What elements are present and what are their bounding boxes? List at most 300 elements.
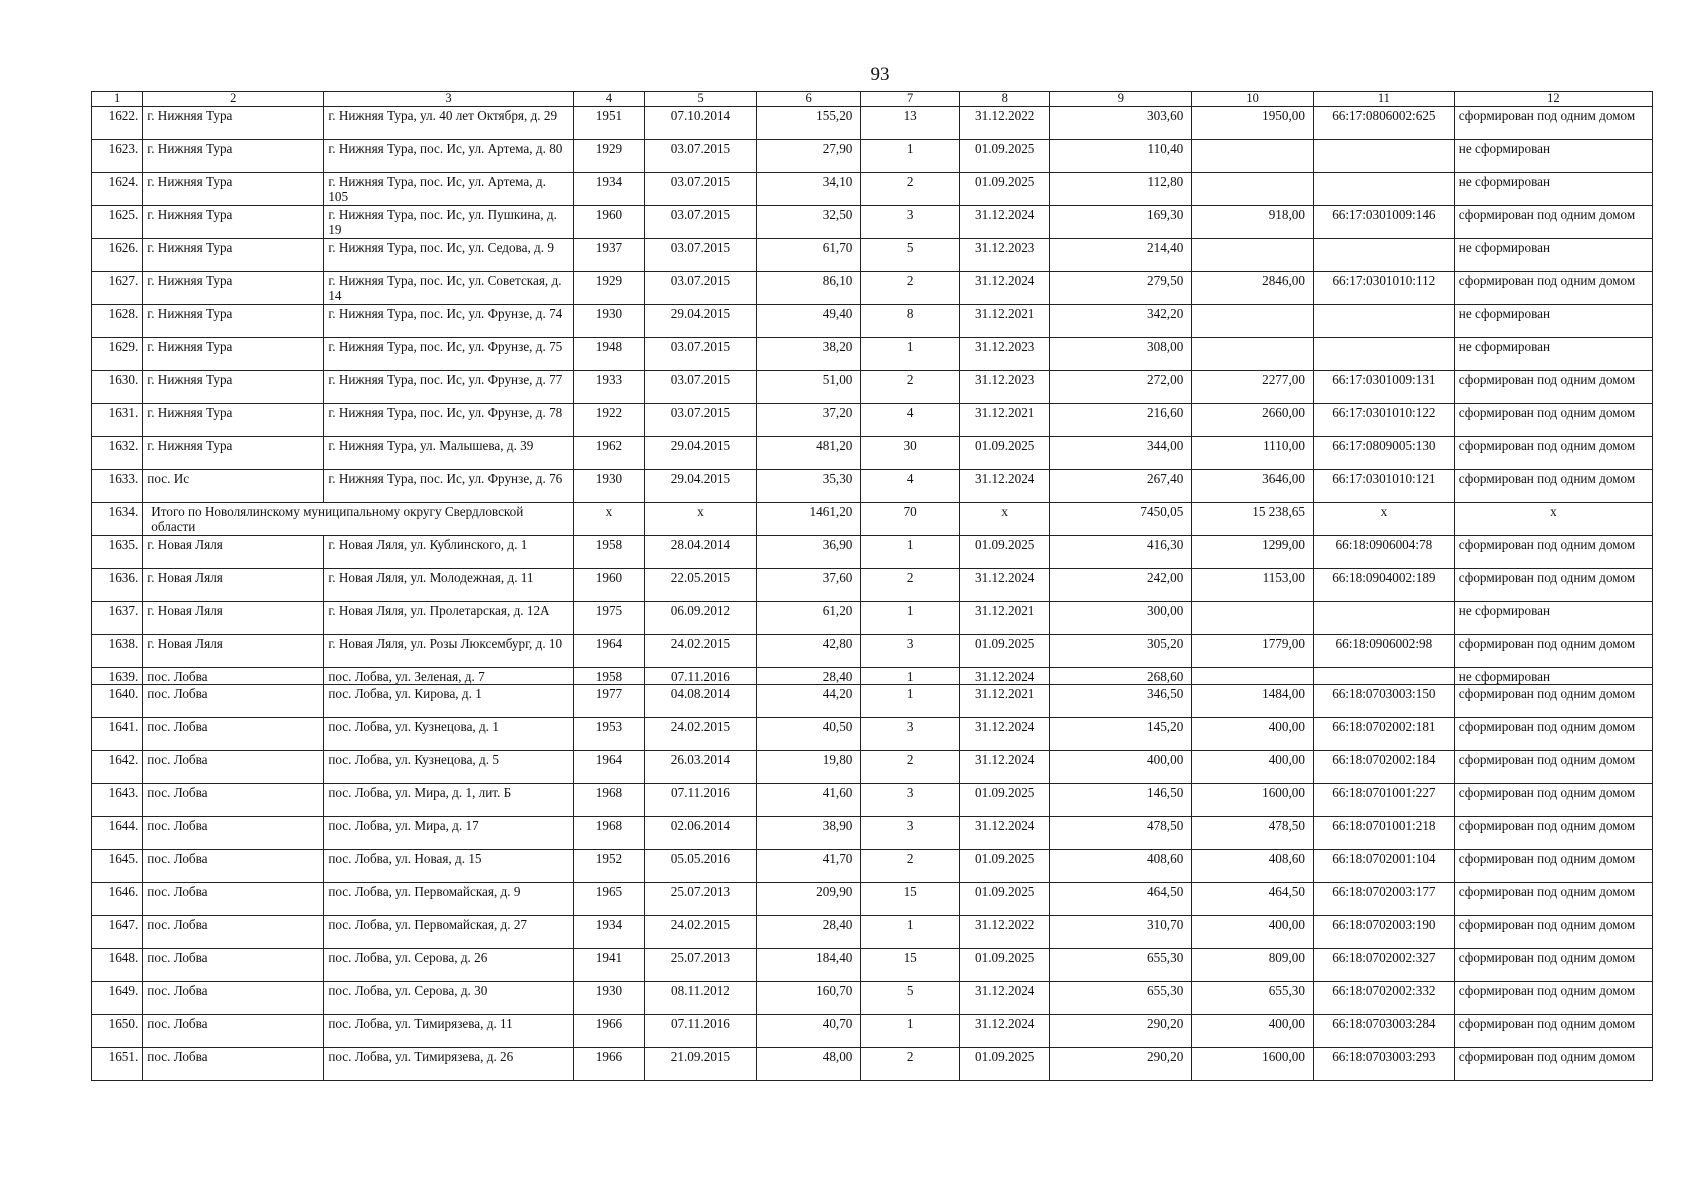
row-number-cell: 1637. [92, 602, 143, 635]
column-header: 10 [1192, 92, 1314, 107]
address-cell: пос. Лобва, ул. Первомайская, д. 27 [324, 916, 573, 949]
locality-cell: г. Нижняя Тура [143, 437, 324, 470]
area-cell: 40,70 [756, 1015, 861, 1048]
cadastral-number-cell [1313, 173, 1454, 206]
area-cell: 160,70 [756, 982, 861, 1015]
status-cell: сформирован под одним домом [1454, 107, 1652, 140]
cadastral-number-cell: 66:18:0701001:218 [1313, 817, 1454, 850]
column-header: 6 [756, 92, 861, 107]
deadline-cell: 31.12.2024 [959, 470, 1050, 503]
table-row [92, 1048, 1653, 1081]
table-row [92, 751, 1653, 784]
column-10-cell: 1153,00 [1192, 569, 1314, 602]
table-row [92, 140, 1653, 173]
address-cell: г. Новая Ляля, ул. Розы Люксембург, д. 10 [324, 635, 573, 668]
column-10-cell: 400,00 [1192, 1015, 1314, 1048]
row-number-cell: 1640. [92, 685, 143, 718]
status-cell: не сформирован [1454, 305, 1652, 338]
locality-cell: пос. Лобва [143, 883, 324, 916]
column-9-cell: 290,20 [1050, 1048, 1192, 1081]
locality-cell: г. Новая Ляля [143, 569, 324, 602]
date-cell: 03.07.2015 [645, 206, 757, 239]
area-cell: 19,80 [756, 751, 861, 784]
table-row [92, 305, 1653, 338]
row-number-cell: 1642. [92, 751, 143, 784]
locality-cell: г. Нижняя Тура [143, 371, 324, 404]
column-10-cell [1192, 338, 1314, 371]
column-9-cell: 146,50 [1050, 784, 1192, 817]
year-cell: 1960 [573, 569, 644, 602]
address-cell: пос. Лобва, ул. Серова, д. 26 [324, 949, 573, 982]
year-cell: 1964 [573, 751, 644, 784]
column-header: 5 [645, 92, 757, 107]
cadastral-number-cell: 66:17:0806002:625 [1313, 107, 1454, 140]
deadline-cell: 31.12.2024 [959, 272, 1050, 305]
area-cell: 44,20 [756, 685, 861, 718]
status-cell: сформирован под одним домом [1454, 470, 1652, 503]
cadastral-number-cell [1313, 239, 1454, 272]
cadastral-number-cell [1313, 602, 1454, 635]
column-header: 11 [1313, 92, 1454, 107]
address-cell: г. Нижняя Тура, пос. Ис, ул. Артема, д. 80 [324, 140, 573, 173]
year-cell: 1953 [573, 718, 644, 751]
table-row [92, 107, 1653, 140]
row-number-cell: 1635. [92, 536, 143, 569]
cadastral-number-cell [1313, 140, 1454, 173]
status-cell: сформирован под одним домом [1454, 437, 1652, 470]
column-10-cell: 809,00 [1192, 949, 1314, 982]
table-row [92, 817, 1653, 850]
locality-cell: пос. Лобва [143, 784, 324, 817]
column-9-cell: 214,40 [1050, 239, 1192, 272]
deadline-cell: 31.12.2021 [959, 404, 1050, 437]
cadastral-number-cell: 66:17:0301009:131 [1313, 371, 1454, 404]
date-cell: 22.05.2015 [645, 569, 757, 602]
locality-cell: пос. Лобва [143, 685, 324, 718]
area-cell: 155,20 [756, 107, 861, 140]
column-10-cell [1192, 173, 1314, 206]
date-cell: 03.07.2015 [645, 239, 757, 272]
deadline-cell: 31.12.2024 [959, 569, 1050, 602]
column-10-cell: 400,00 [1192, 916, 1314, 949]
column-10-cell [1192, 305, 1314, 338]
row-number-cell: 1630. [92, 371, 143, 404]
cadastral-number-cell: 66:17:0301009:146 [1313, 206, 1454, 239]
cadastral-number-cell [1313, 668, 1454, 685]
address-cell: г. Нижняя Тура, пос. Ис, ул. Фрунзе, д. 74 [324, 305, 573, 338]
deadline-cell: 31.12.2023 [959, 371, 1050, 404]
residents-cell: 8 [861, 305, 960, 338]
residents-cell: 2 [861, 173, 960, 206]
column-10-cell: 3646,00 [1192, 470, 1314, 503]
status-cell: не сформирован [1454, 602, 1652, 635]
column-9-cell: 279,50 [1050, 272, 1192, 305]
locality-cell: пос. Лобва [143, 718, 324, 751]
deadline-cell: 01.09.2025 [959, 949, 1050, 982]
area-cell: 61,70 [756, 239, 861, 272]
address-cell: г. Нижняя Тура, пос. Ис, ул. Фрунзе, д. 78 [324, 404, 573, 437]
area-cell: 209,90 [756, 883, 861, 916]
row-number-cell: 1644. [92, 817, 143, 850]
column-9-cell: 300,00 [1050, 602, 1192, 635]
table-row [92, 437, 1653, 470]
residents-cell: 2 [861, 850, 960, 883]
date-cell: 02.06.2014 [645, 817, 757, 850]
table-row [92, 685, 1653, 718]
table-row [92, 272, 1653, 305]
address-cell: г. Нижняя Тура, пос. Ис, ул. Артема, д. 105 [324, 173, 573, 206]
residents-cell: 1 [861, 536, 960, 569]
column-9-cell: 290,20 [1050, 1015, 1192, 1048]
address-cell: г. Новая Ляля, ул. Кублинского, д. 1 [324, 536, 573, 569]
area-cell: 27,90 [756, 140, 861, 173]
column-9-cell: 310,70 [1050, 916, 1192, 949]
locality-cell: г. Новая Ляля [143, 635, 324, 668]
table-row [92, 536, 1653, 569]
status-cell: сформирован под одним домом [1454, 916, 1652, 949]
cadastral-number-cell: 66:18:0904002:189 [1313, 569, 1454, 602]
date-cell: 07.11.2016 [645, 784, 757, 817]
area-cell: 38,90 [756, 817, 861, 850]
date-cell: 07.11.2016 [645, 1015, 757, 1048]
table-row [92, 982, 1653, 1015]
address-cell: пос. Лобва, ул. Тимирязева, д. 11 [324, 1015, 573, 1048]
year-cell: 1937 [573, 239, 644, 272]
address-cell: г. Нижняя Тура, ул. 40 лет Октября, д. 29 [324, 107, 573, 140]
table-row [92, 206, 1653, 239]
year-cell: 1964 [573, 635, 644, 668]
locality-cell: г. Новая Ляля [143, 602, 324, 635]
column-9-cell: 344,00 [1050, 437, 1192, 470]
area-cell: 37,60 [756, 569, 861, 602]
date-cell: 03.07.2015 [645, 371, 757, 404]
cadastral-number-cell: 66:17:0301010:122 [1313, 404, 1454, 437]
column-9-cell: 478,50 [1050, 817, 1192, 850]
column-9-cell: 464,50 [1050, 883, 1192, 916]
cadastral-number-cell: 66:17:0301010:121 [1313, 470, 1454, 503]
address-cell: г. Нижняя Тура, пос. Ис, ул. Фрунзе, д. 75 [324, 338, 573, 371]
column-9-cell: 110,40 [1050, 140, 1192, 173]
column-10-cell: 400,00 [1192, 718, 1314, 751]
table-row [92, 569, 1653, 602]
address-cell: пос. Лобва, ул. Кузнецова, д. 5 [324, 751, 573, 784]
cadastral-number-cell: 66:17:0301010:112 [1313, 272, 1454, 305]
column-10-cell: 1779,00 [1192, 635, 1314, 668]
year-cell: 1951 [573, 107, 644, 140]
total-label-cell: Итого по Новолялинскому муниципальному округу Свердловской области [143, 503, 573, 536]
area-cell: 51,00 [756, 371, 861, 404]
locality-cell: пос. Лобва [143, 751, 324, 784]
year-cell: 1968 [573, 817, 644, 850]
status-cell: сформирован под одним домом [1454, 1015, 1652, 1048]
status-cell: не сформирован [1454, 173, 1652, 206]
column-9-cell: 305,20 [1050, 635, 1192, 668]
year-cell: 1966 [573, 1048, 644, 1081]
row-number-cell: 1649. [92, 982, 143, 1015]
year-cell: 1930 [573, 470, 644, 503]
address-cell: г. Новая Ляля, ул. Молодежная, д. 11 [324, 569, 573, 602]
column-10-cell: 2277,00 [1192, 371, 1314, 404]
column-9-cell: 112,80 [1050, 173, 1192, 206]
year-cell: 1977 [573, 685, 644, 718]
row-number-cell: 1631. [92, 404, 143, 437]
year-cell: 1958 [573, 536, 644, 569]
date-cell: 21.09.2015 [645, 1048, 757, 1081]
column-9-cell: 268,60 [1050, 668, 1192, 685]
year-cell: 1929 [573, 140, 644, 173]
column-10-cell: 1110,00 [1192, 437, 1314, 470]
cadastral-number-cell: 66:18:0702002:332 [1313, 982, 1454, 1015]
cadastral-number-cell: 66:18:0702003:177 [1313, 883, 1454, 916]
locality-cell: г. Нижняя Тура [143, 206, 324, 239]
residents-cell: 70 [861, 503, 960, 536]
column-10-cell: 1600,00 [1192, 784, 1314, 817]
residents-cell: 2 [861, 569, 960, 602]
address-cell: г. Нижняя Тура, пос. Ис, ул. Седова, д. 9 [324, 239, 573, 272]
locality-cell: пос. Лобва [143, 850, 324, 883]
residents-cell: 2 [861, 371, 960, 404]
column-header: 3 [324, 92, 573, 107]
column-10-cell: 918,00 [1192, 206, 1314, 239]
residents-cell: 5 [861, 239, 960, 272]
residents-cell: 4 [861, 404, 960, 437]
status-cell: сформирован под одним домом [1454, 718, 1652, 751]
row-number-cell: 1643. [92, 784, 143, 817]
status-cell: сформирован под одним домом [1454, 949, 1652, 982]
year-cell: 1960 [573, 206, 644, 239]
area-cell: 28,40 [756, 916, 861, 949]
residents-cell: 1 [861, 602, 960, 635]
row-number-cell: 1639. [92, 668, 143, 685]
residents-cell: 30 [861, 437, 960, 470]
year-cell: 1930 [573, 982, 644, 1015]
residents-cell: 2 [861, 272, 960, 305]
area-cell: 38,20 [756, 338, 861, 371]
locality-cell: г. Нижняя Тура [143, 107, 324, 140]
status-cell: сформирован под одним домом [1454, 982, 1652, 1015]
row-number-cell: 1624. [92, 173, 143, 206]
cadastral-number-cell: 66:18:0906002:98 [1313, 635, 1454, 668]
status-cell: сформирован под одним домом [1454, 272, 1652, 305]
area-cell: 36,90 [756, 536, 861, 569]
address-cell: пос. Лобва, ул. Кузнецова, д. 1 [324, 718, 573, 751]
column-9-cell: 655,30 [1050, 949, 1192, 982]
deadline-cell: 01.09.2025 [959, 635, 1050, 668]
column-10-cell: 15 238,65 [1192, 503, 1314, 536]
row-number-cell: 1633. [92, 470, 143, 503]
table-row [92, 371, 1653, 404]
cadastral-number-cell: 66:18:0906004:78 [1313, 536, 1454, 569]
deadline-cell: 31.12.2023 [959, 239, 1050, 272]
date-cell: 03.07.2015 [645, 173, 757, 206]
residents-cell: 3 [861, 206, 960, 239]
residents-cell: 1 [861, 1015, 960, 1048]
date-cell: 08.11.2012 [645, 982, 757, 1015]
deadline-cell: 01.09.2025 [959, 1048, 1050, 1081]
area-cell: 28,40 [756, 668, 861, 685]
row-number-cell: 1641. [92, 718, 143, 751]
status-cell: не сформирован [1454, 140, 1652, 173]
date-cell: 24.02.2015 [645, 718, 757, 751]
deadline-cell: 01.09.2025 [959, 850, 1050, 883]
address-cell: пос. Лобва, ул. Серова, д. 30 [324, 982, 573, 1015]
residents-cell: 3 [861, 784, 960, 817]
deadline-cell: 01.09.2025 [959, 437, 1050, 470]
status-cell: сформирован под одним домом [1454, 635, 1652, 668]
year-cell: 1929 [573, 272, 644, 305]
table-row [92, 470, 1653, 503]
row-number-cell: 1628. [92, 305, 143, 338]
column-header: 8 [959, 92, 1050, 107]
residents-cell: 1 [861, 140, 960, 173]
column-header: 2 [143, 92, 324, 107]
residents-cell: 4 [861, 470, 960, 503]
deadline-cell: x [959, 503, 1050, 536]
year-cell: 1966 [573, 1015, 644, 1048]
date-cell: 29.04.2015 [645, 470, 757, 503]
deadline-cell: 31.12.2022 [959, 916, 1050, 949]
area-cell: 1461,20 [756, 503, 861, 536]
date-cell: 24.02.2015 [645, 635, 757, 668]
column-10-cell [1192, 239, 1314, 272]
address-cell: пос. Лобва, ул. Зеленая, д. 7 [324, 668, 573, 685]
row-number-cell: 1647. [92, 916, 143, 949]
deadline-cell: 31.12.2022 [959, 107, 1050, 140]
row-number-cell: 1627. [92, 272, 143, 305]
area-cell: 49,40 [756, 305, 861, 338]
column-9-cell: 169,30 [1050, 206, 1192, 239]
deadline-cell: 31.12.2023 [959, 338, 1050, 371]
address-cell: г. Нижняя Тура, ул. Малышева, д. 39 [324, 437, 573, 470]
status-cell: не сформирован [1454, 338, 1652, 371]
column-10-cell: 464,50 [1192, 883, 1314, 916]
status-cell: не сформирован [1454, 239, 1652, 272]
row-number-cell: 1650. [92, 1015, 143, 1048]
residents-cell: 1 [861, 916, 960, 949]
residents-cell: 3 [861, 635, 960, 668]
status-cell: сформирован под одним домом [1454, 751, 1652, 784]
column-9-cell: 267,40 [1050, 470, 1192, 503]
area-cell: 481,20 [756, 437, 861, 470]
deadline-cell: 31.12.2024 [959, 1015, 1050, 1048]
row-number-cell: 1648. [92, 949, 143, 982]
address-cell: г. Новая Ляля, ул. Пролетарская, д. 12А [324, 602, 573, 635]
residents-cell: 15 [861, 949, 960, 982]
address-cell: г. Нижняя Тура, пос. Ис, ул. Фрунзе, д. 77 [324, 371, 573, 404]
table-row [92, 173, 1653, 206]
status-cell: сформирован под одним домом [1454, 404, 1652, 437]
area-cell: 32,50 [756, 206, 861, 239]
locality-cell: пос. Лобва [143, 1015, 324, 1048]
row-number-cell: 1623. [92, 140, 143, 173]
total-row [92, 503, 1653, 536]
residents-cell: 1 [861, 338, 960, 371]
column-number-row [92, 92, 1653, 107]
column-10-cell [1192, 668, 1314, 685]
date-cell: 03.07.2015 [645, 140, 757, 173]
row-number-cell: 1625. [92, 206, 143, 239]
date-cell: 06.09.2012 [645, 602, 757, 635]
table-body [92, 107, 1653, 1081]
area-cell: 37,20 [756, 404, 861, 437]
column-9-cell: 416,30 [1050, 536, 1192, 569]
year-cell: 1962 [573, 437, 644, 470]
area-cell: 184,40 [756, 949, 861, 982]
column-10-cell [1192, 602, 1314, 635]
status-cell: сформирован под одним домом [1454, 371, 1652, 404]
column-10-cell: 1950,00 [1192, 107, 1314, 140]
date-cell: 03.07.2015 [645, 404, 757, 437]
status-cell: сформирован под одним домом [1454, 883, 1652, 916]
table-row [92, 1015, 1653, 1048]
column-10-cell [1192, 140, 1314, 173]
year-cell: 1941 [573, 949, 644, 982]
year-cell: 1934 [573, 173, 644, 206]
row-number-cell: 1634. [92, 503, 143, 536]
column-10-cell: 408,60 [1192, 850, 1314, 883]
row-number-cell: 1629. [92, 338, 143, 371]
locality-cell: пос. Лобва [143, 1048, 324, 1081]
year-cell: 1934 [573, 916, 644, 949]
column-9-cell: 216,60 [1050, 404, 1192, 437]
deadline-cell: 01.09.2025 [959, 883, 1050, 916]
housing-register-table [91, 91, 1653, 1081]
table-row [92, 949, 1653, 982]
column-9-cell: 342,20 [1050, 305, 1192, 338]
column-9-cell: 346,50 [1050, 685, 1192, 718]
status-cell: сформирован под одним домом [1454, 685, 1652, 718]
date-cell: 07.10.2014 [645, 107, 757, 140]
area-cell: 86,10 [756, 272, 861, 305]
deadline-cell: 31.12.2024 [959, 206, 1050, 239]
table-row [92, 239, 1653, 272]
date-cell: 29.04.2015 [645, 437, 757, 470]
cadastral-number-cell: 66:17:0809005:130 [1313, 437, 1454, 470]
cadastral-number-cell: 66:18:0702001:104 [1313, 850, 1454, 883]
cadastral-number-cell: 66:18:0702003:190 [1313, 916, 1454, 949]
area-cell: 41,70 [756, 850, 861, 883]
row-number-cell: 1651. [92, 1048, 143, 1081]
status-cell: сформирован под одним домом [1454, 850, 1652, 883]
column-header: 1 [92, 92, 143, 107]
date-cell: 24.02.2015 [645, 916, 757, 949]
address-cell: пос. Лобва, ул. Первомайская, д. 9 [324, 883, 573, 916]
deadline-cell: 01.09.2025 [959, 173, 1050, 206]
residents-cell: 1 [861, 685, 960, 718]
date-cell: 25.07.2013 [645, 949, 757, 982]
table-row [92, 850, 1653, 883]
deadline-cell: 01.09.2025 [959, 784, 1050, 817]
table-row [92, 338, 1653, 371]
deadline-cell: 31.12.2024 [959, 751, 1050, 784]
column-header: 9 [1050, 92, 1192, 107]
locality-cell: г. Новая Ляля [143, 536, 324, 569]
address-cell: г. Нижняя Тура, пос. Ис, ул. Пушкина, д. 19 [324, 206, 573, 239]
deadline-cell: 01.09.2025 [959, 140, 1050, 173]
year-cell: 1933 [573, 371, 644, 404]
status-cell: x [1454, 503, 1652, 536]
column-10-cell: 478,50 [1192, 817, 1314, 850]
area-cell: 40,50 [756, 718, 861, 751]
column-9-cell: 655,30 [1050, 982, 1192, 1015]
locality-cell: г. Нижняя Тура [143, 272, 324, 305]
row-number-cell: 1622. [92, 107, 143, 140]
year-cell: x [573, 503, 644, 536]
deadline-cell: 01.09.2025 [959, 536, 1050, 569]
column-10-cell: 2660,00 [1192, 404, 1314, 437]
cadastral-number-cell: 66:18:0702002:184 [1313, 751, 1454, 784]
deadline-cell: 31.12.2021 [959, 305, 1050, 338]
